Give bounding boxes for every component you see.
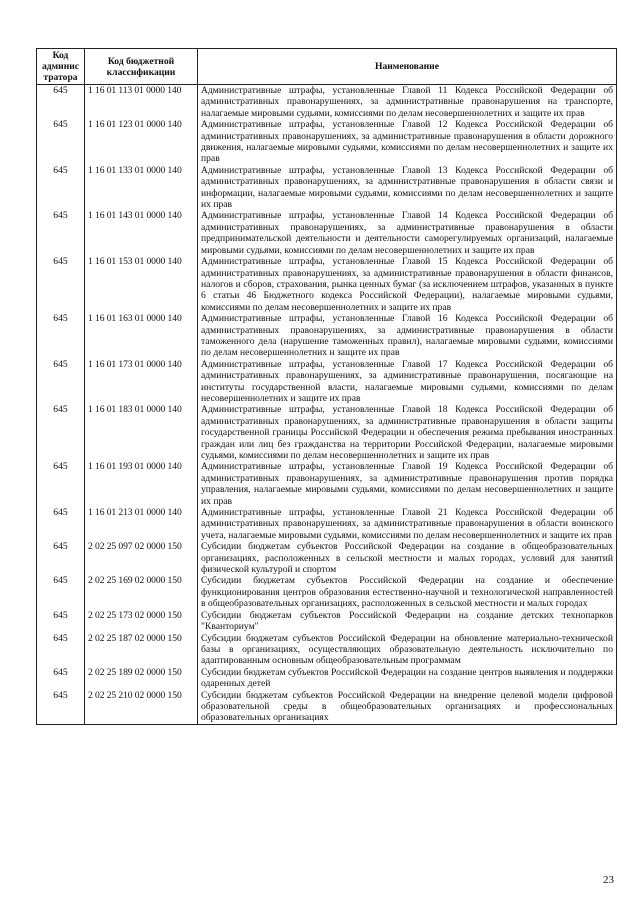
name-cell: Административные штрафы, установленные Главой 14 Кодекса Российской Федерации об административных правонарушениях, за административные правонарушения в области предпринимательской деятельности и деятельности саморегулируемых организаций, налагаемые мировыми судьями, комиссиями по делам несовершеннолетних и защите их прав <box>198 210 617 256</box>
budget-code-cell: 1 16 01 173 01 0000 140 <box>85 359 198 405</box>
table-row <box>37 210 617 256</box>
table-row <box>37 359 617 405</box>
admin-code-cell: 645 <box>37 119 85 165</box>
budget-code-cell: 1 16 01 183 01 0000 140 <box>85 404 198 461</box>
admin-code-cell: 645 <box>37 256 85 313</box>
table-row <box>37 610 617 633</box>
name-cell: Административные штрафы, установленные Главой 16 Кодекса Российской Федерации об административных правонарушениях, за административные правонарушения в области таможенного дела (нарушение таможенных правил), налагаемые мировыми судьями, комиссиями по делам несовершеннолетних и защите их прав <box>198 313 617 359</box>
name-cell: Субсидии бюджетам субъектов Российской Федерации на создание центров выявления и поддержки одаренных детей <box>198 667 617 690</box>
admin-code-cell: 645 <box>37 633 85 667</box>
table-row <box>37 667 617 690</box>
name-cell: Субсидии бюджетам субъектов Российской Федерации на внедрение целевой модели цифровой образовательной среды в общеобразовательных организациях и профессиональных образовательных организациях <box>198 690 617 725</box>
admin-code-cell: 645 <box>37 690 85 725</box>
table-body <box>37 85 617 725</box>
budget-classification-table <box>36 48 617 725</box>
budget-code-cell: 1 16 01 133 01 0000 140 <box>85 165 198 211</box>
header-code-budget: Код бюджетной классификации <box>85 49 198 85</box>
name-cell: Административные штрафы, установленные Главой 17 Кодекса Российской Федерации об административных правонарушениях, за административные правонарушения, посягающие на институты государственной власти, налагаемые мировыми судьями, комиссиями по делам несовершеннолетних и защите их прав <box>198 359 617 405</box>
budget-code-cell: 2 02 25 169 02 0000 150 <box>85 575 198 609</box>
table-row <box>37 256 617 313</box>
admin-code-cell: 645 <box>37 610 85 633</box>
budget-code-cell: 1 16 01 123 01 0000 140 <box>85 119 198 165</box>
admin-code-cell: 645 <box>37 210 85 256</box>
budget-code-cell: 1 16 01 143 01 0000 140 <box>85 210 198 256</box>
header-code-admin: Код админис тратора <box>37 49 85 85</box>
table-row <box>37 575 617 609</box>
header-name: Наименование <box>198 49 617 85</box>
name-cell: Субсидии бюджетам субъектов Российской Федерации на обновление материально-технической базы в организациях, осуществляющих образовательную деятельность исключительно по адаптированным основным общеобразовательным программам <box>198 633 617 667</box>
name-cell: Административные штрафы, установленные Главой 19 Кодекса Российской Федерации об административных правонарушениях, за административные правонарушения против порядка управления, налагаемые мировыми судьями, комиссиями по делам несовершеннолетних и защите их прав <box>198 461 617 507</box>
table-row <box>37 461 617 507</box>
table-row <box>37 404 617 461</box>
name-cell: Субсидии бюджетам субъектов Российской Федерации на создание в общеобразовательных организациях, расположенных в сельской местности и малых городах, условий для занятий физической культурой и спортом <box>198 541 617 575</box>
admin-code-cell: 645 <box>37 667 85 690</box>
admin-code-cell: 645 <box>37 165 85 211</box>
admin-code-cell: 645 <box>37 359 85 405</box>
name-cell: Административные штрафы, установленные Главой 18 Кодекса Российской Федерации об административных правонарушениях, за административные правонарушения в области защиты государственной границы Российской Федерации и обеспечения режима пребывания иностранных граждан или лиц без гражданства на территории Российской Федерации, налагаемые мировыми судьями, комиссиями по делам несовершеннолетних и защите их прав <box>198 404 617 461</box>
page-number: 23 <box>603 874 614 886</box>
table-row <box>37 633 617 667</box>
name-cell: Административные штрафы, установленные Главой 13 Кодекса Российской Федерации об административных правонарушениях, за административные правонарушения в области связи и информации, налагаемые мировыми судьями, комиссиями по делам несовершеннолетних и защите их прав <box>198 165 617 211</box>
table-row <box>37 119 617 165</box>
budget-code-cell: 2 02 25 210 02 0000 150 <box>85 690 198 725</box>
admin-code-cell: 645 <box>37 575 85 609</box>
table-row <box>37 165 617 211</box>
budget-code-cell: 2 02 25 189 02 0000 150 <box>85 667 198 690</box>
name-cell: Административные штрафы, установленные Главой 12 Кодекса Российской Федерации об административных правонарушениях, за административные правонарушения в области дорожного движения, налагаемые мировыми судьями, комиссиями по делам несовершеннолетних и защите их прав <box>198 119 617 165</box>
budget-code-cell: 1 16 01 163 01 0000 140 <box>85 313 198 359</box>
name-cell: Субсидии бюджетам субъектов Российской Федерации на создание и обеспечение функционирования центров образования естественно-научной и технологической направленностей в общеобразовательных организациях, расположенных в сельской местности и малых городах <box>198 575 617 609</box>
table-header-row <box>37 49 617 85</box>
table-row <box>37 313 617 359</box>
budget-code-cell: 2 02 25 173 02 0000 150 <box>85 610 198 633</box>
admin-code-cell: 645 <box>37 404 85 461</box>
budget-code-cell: 1 16 01 113 01 0000 140 <box>85 85 198 120</box>
name-cell: Субсидии бюджетам субъектов Российской Федерации на создание детских технопарков "Кванториум" <box>198 610 617 633</box>
budget-code-cell: 1 16 01 193 01 0000 140 <box>85 461 198 507</box>
admin-code-cell: 645 <box>37 541 85 575</box>
name-cell: Административные штрафы, установленные Главой 21 Кодекса Российской Федерации об административных правонарушениях, за административные правонарушения в области воинского учета, налагаемые мировыми судьями, комиссиями по делам несовершеннолетних и защите их прав <box>198 507 617 541</box>
admin-code-cell: 645 <box>37 313 85 359</box>
admin-code-cell: 645 <box>37 461 85 507</box>
budget-code-cell: 1 16 01 213 01 0000 140 <box>85 507 198 541</box>
table-row <box>37 690 617 725</box>
budget-code-cell: 1 16 01 153 01 0000 140 <box>85 256 198 313</box>
admin-code-cell: 645 <box>37 85 85 120</box>
name-cell: Административные штрафы, установленные Главой 11 Кодекса Российской Федерации об административных правонарушениях, за административные правонарушения на транспорте, налагаемые мировыми судьями, комиссиями по делам несовершеннолетних и защите их прав <box>198 85 617 120</box>
name-cell: Административные штрафы, установленные Главой 15 Кодекса Российской Федерации об административных правонарушениях, за административные правонарушения в области финансов, налогов и сборов, страхования, рынка ценных бумаг (за исключением штрафов, указанных в пункте 6 статьи 46 Бюджетного кодекса Российской Федерации), налагаемые мировыми судьями, комиссиями по делам несовершеннолетних и защите их прав <box>198 256 617 313</box>
budget-code-cell: 2 02 25 097 02 0000 150 <box>85 541 198 575</box>
table-row <box>37 85 617 120</box>
table-row <box>37 507 617 541</box>
table-row <box>37 541 617 575</box>
budget-code-cell: 2 02 25 187 02 0000 150 <box>85 633 198 667</box>
admin-code-cell: 645 <box>37 507 85 541</box>
